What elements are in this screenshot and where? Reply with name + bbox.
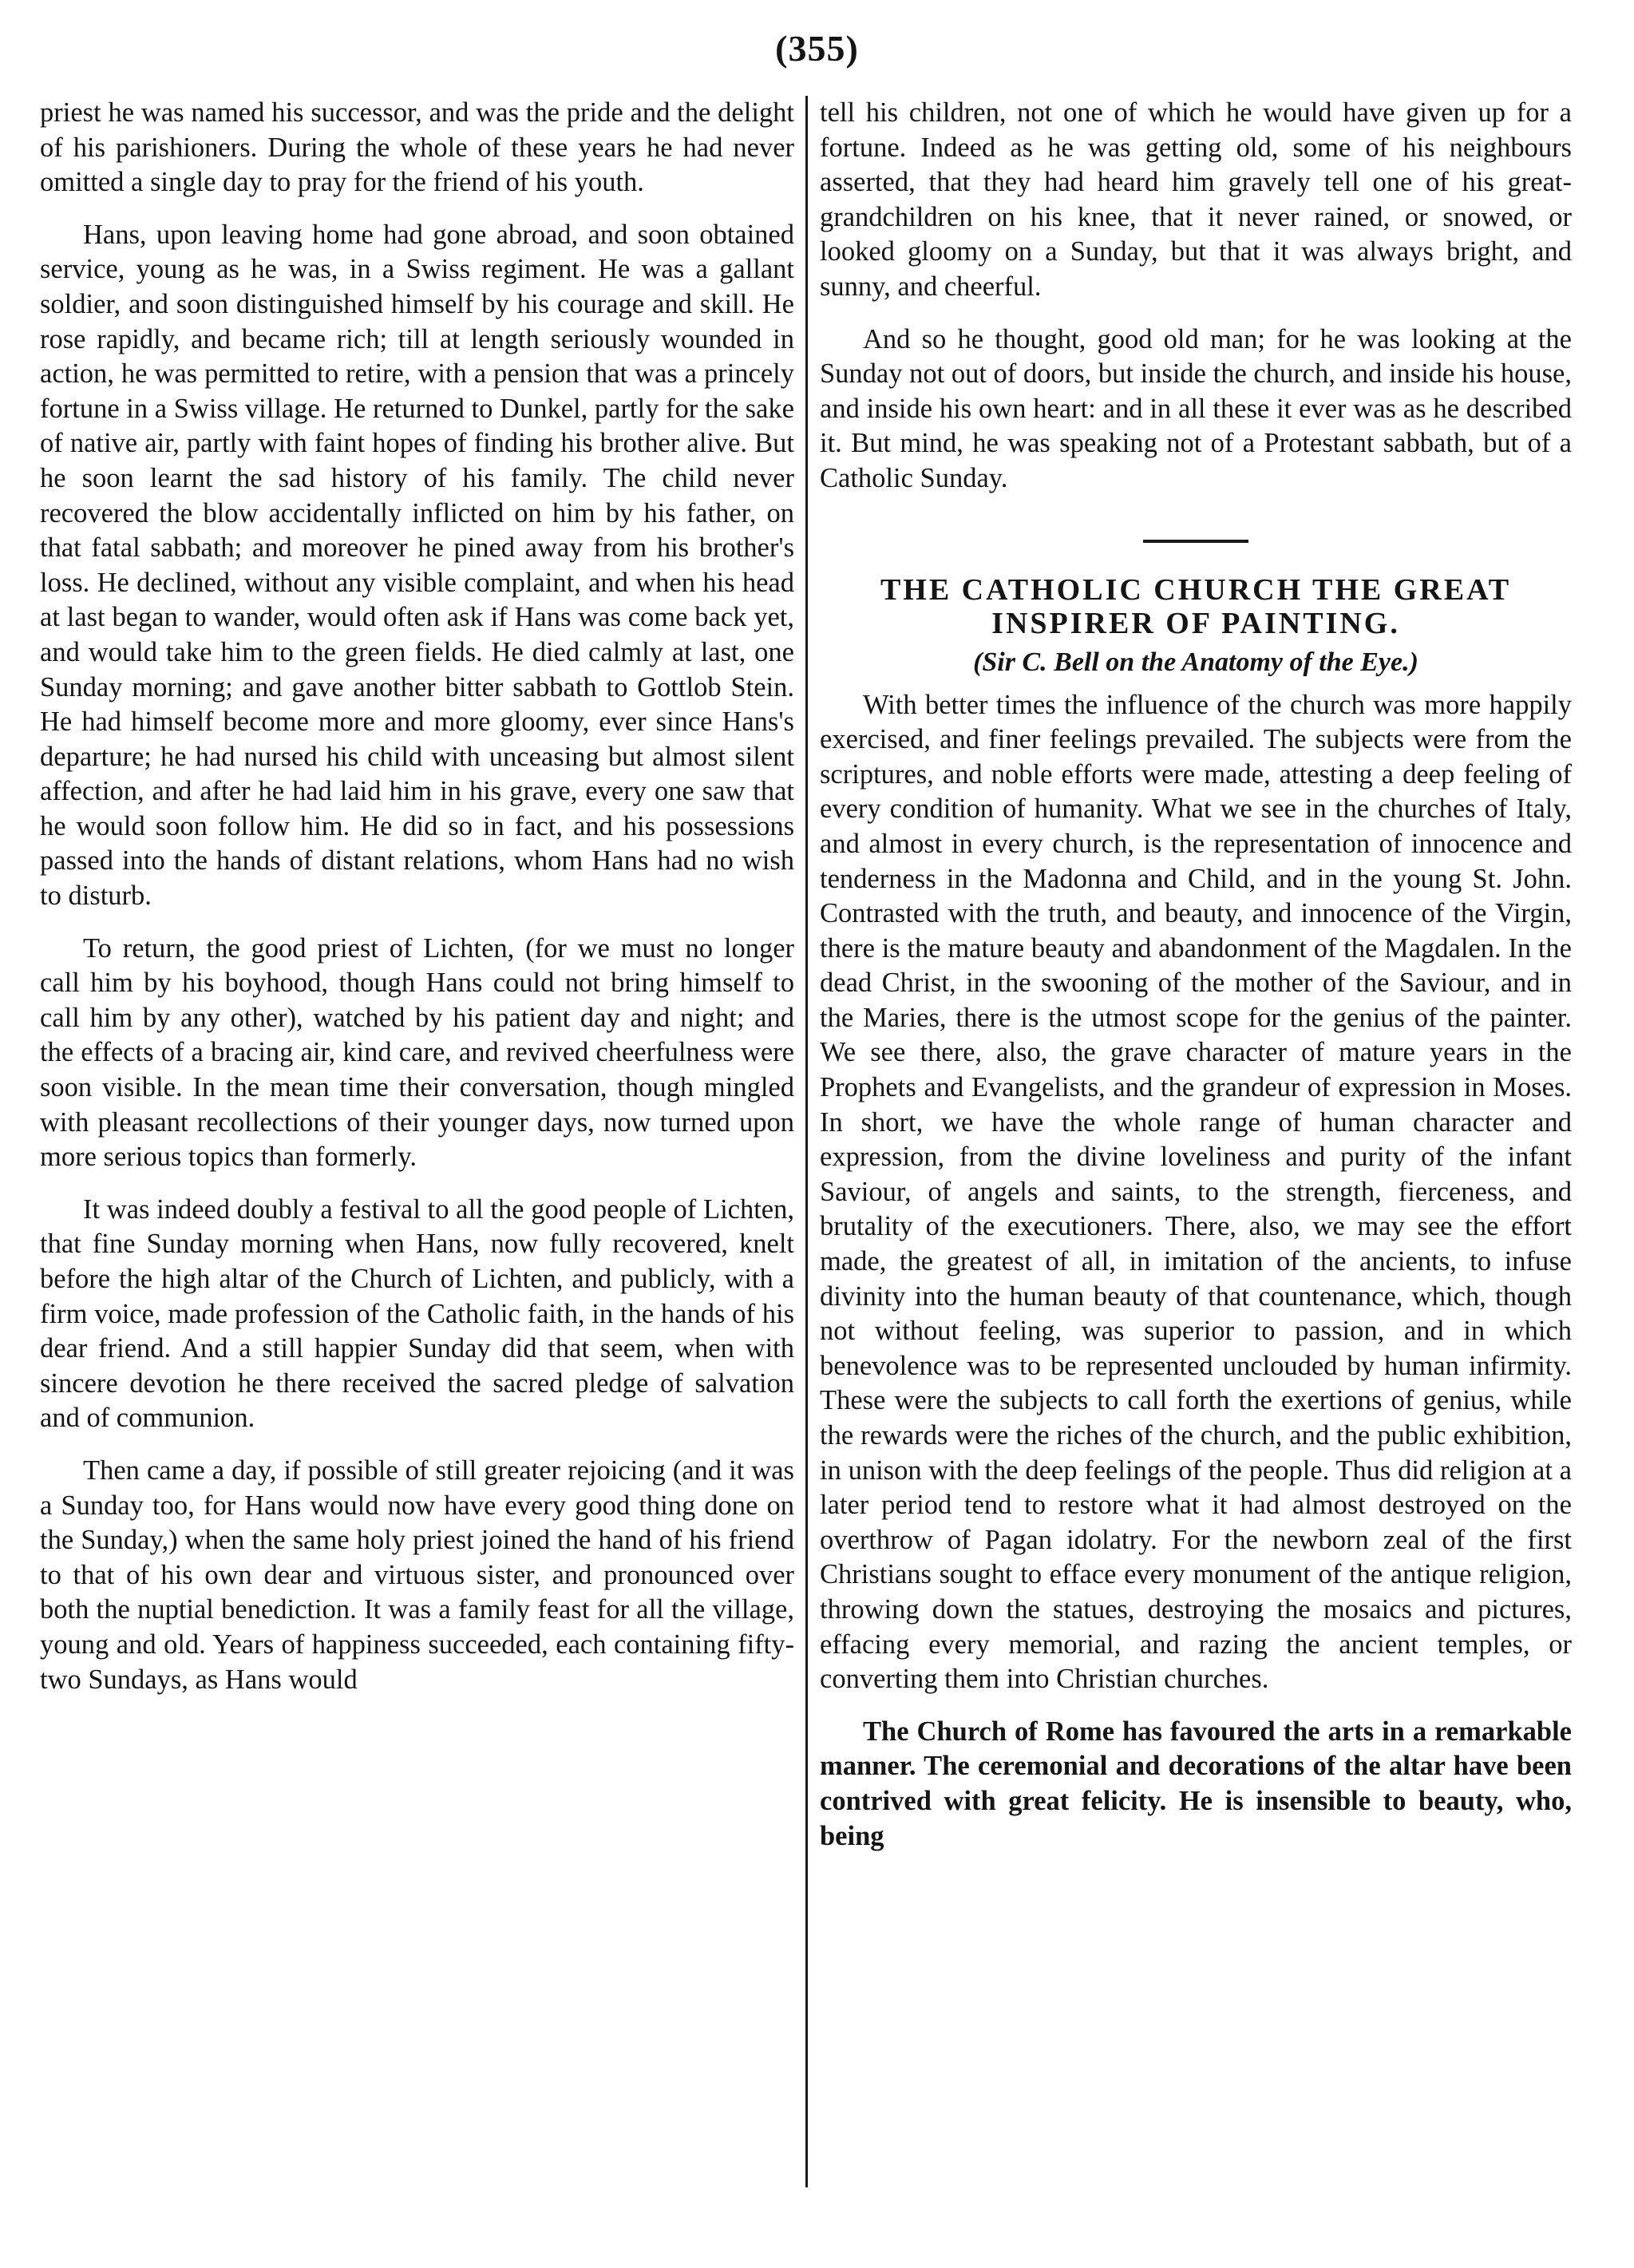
left-column bbox=[40, 96, 794, 1715]
left-paragraph: Then came a day, if possible of still greater rejoicing (and it was a Sunday too, for Hans would now have every good thing done on the Sunday,) when the same holy priest joined the hand of his friend to that of his own dear and virtuous sister, and pronounced over both the nuptial benediction. It was a family feast for all the village, young and old. Years of happiness succeeded, each containing fifty-two Sundays, as Hans would bbox=[40, 1455, 794, 1695]
left-paragraph: priest he was named his successor, and was the pride and the delight of his parishioners. During the whole of these years he had never omitted a single day to pray for the friend of his youth. bbox=[40, 97, 794, 198]
column-divider bbox=[805, 96, 808, 2187]
right-column bbox=[820, 96, 1572, 1871]
right-paragraph: And so he thought, good old man; for he was looking at the Sunday not out of doors, but inside the church, and inside his house, and inside his own heart: and in all these it ever was as he described it. But mind, he was speaking not of a Protestant sabbath, but of a Catholic Sunday. bbox=[820, 323, 1572, 493]
left-paragraph: It was indeed doubly a festival to all the good people of Lichten, that fine Sunday morning when Hans, now fully recovered, knelt before the high altar of the Church of Lichten, and publicly, with a firm voice, made profession of the Catholic faith, in the hands of his dear friend. And a still happier Sunday did that seem, when with sincere devotion he there received the sacred pledge of salvation and of communion. bbox=[40, 1193, 794, 1434]
article-paragraph: The Church of Rome has favoured the arts in a remarkable manner. The ceremonial and decorations of the altar have been contrived with great felicity. He is insensible to beauty, who, being bbox=[820, 1716, 1572, 1851]
section-divider bbox=[1143, 540, 1248, 543]
article-heading: THE CATHOLIC CHURCH THE GREAT INSPIRER OF PAINTING. bbox=[880, 572, 1512, 640]
article-paragraph: With better times the influence of the church was more happily exercised, and finer feelings prevailed. The subjects were from the scriptures, and noble efforts were made, attesting a deep feeling of every condition of humanity. What we see in the churches of Italy, and almost in every church, is the representation of innocence and tenderness in the Madonna and Child, and in the young St. John. Contrasted with the truth, and beauty, and innocence of the Virgin, there is the mature beauty and abandonment of the Magdalen. In the dead Christ, in the swooning of the mother of the Saviour, and in the Maries, there is the utmost scope for the genius of the painter. We see there, also, the grave character of mature years in the Prophets and Evangelists, and the grandeur of expression in Moses. In short, we have the whole range of human character and expression, from the divine loveliness and purity of the infant Saviour, of angels and saints, to the strength, fierceness, and brutality of the executioners. There, also, we may see the effort made, the greatest of all, in imitation of the ancients, to infuse divinity into the human beauty of that countenance, which, though not without feeling, was superior to passion, and in which benevolence was to be represented unclouded by human infirmity. These were the subjects to call forth the exertions of genius, while the rewards were the riches of the church, and the public exhibition, in unison with the deep feelings of the people. Thus did religion at a later period tend to restore what it had almost destroyed on the overthrow of Pagan idolatry. For the newborn zeal of the first Christians sought to efface every monument of the antique religion, throwing down the statues, destroying the mosaics and pictures, effacing every memorial, and razing the ancient temples, or converting them into Christian churches. bbox=[820, 689, 1572, 1695]
article-source: (Sir C. Bell on the Anatomy of the Eye.) bbox=[973, 647, 1418, 677]
right-paragraph: tell his children, not one of which he would have given up for a fortune. Indeed as he was getting old, some of his neighbours asserted, that they had heard him gravely tell one of his great-grandchildren on his knee, that it never rained, or snowed, or looked gloomy on a Sunday, but that it was always bright, and sunny, and cheerful. bbox=[820, 97, 1572, 302]
left-paragraph: To return, the good priest of Lichten, (for we must no longer call him by his boyhood, though Hans could not bring himself to call him by any other), watched by his patient day and night; and the effects of a bracing air, kind care, and revived cheerfulness were soon visible. In the mean time their conversation, though mingled with pleasant recollections of their younger days, now turned upon more serious topics than formerly. bbox=[40, 932, 794, 1173]
left-paragraph: Hans, upon leaving home had gone abroad, and soon obtained service, young as he was, in a Swiss regiment. He was a gallant soldier, and soon distinguished himself by his courage and skill. He rose rapidly, and became rich; till at length seriously wounded in action, he was permitted to retire, with a pension that was a princely fortune in a Swiss village. He returned to Dunkel, partly for the sake of native air, partly with faint hopes of finding his brother alive. But he soon learnt the sad history of his family. The child never recovered the blow accidentally inflicted on him by his father, on that fatal sabbath; and moreover he pined away from his brother's loss. He declined, without any visible complaint, and when his head at last began to wander, would often ask if Hans was come back yet, and would take him to the green fields. He died calmly at last, one Sunday morning; and gave another bitter sabbath to Gottlob Stein. He had himself become more and more gloomy, ever since Hans's departure; he had nursed his child with unceasing but almost silent affection, and after he had laid him in his grave, every one saw that he would soon follow him. He did so in fact, and his possessions passed into the hands of distant relations, whom Hans had no wish to disturb. bbox=[40, 219, 794, 912]
page-number: (355) bbox=[775, 28, 859, 69]
